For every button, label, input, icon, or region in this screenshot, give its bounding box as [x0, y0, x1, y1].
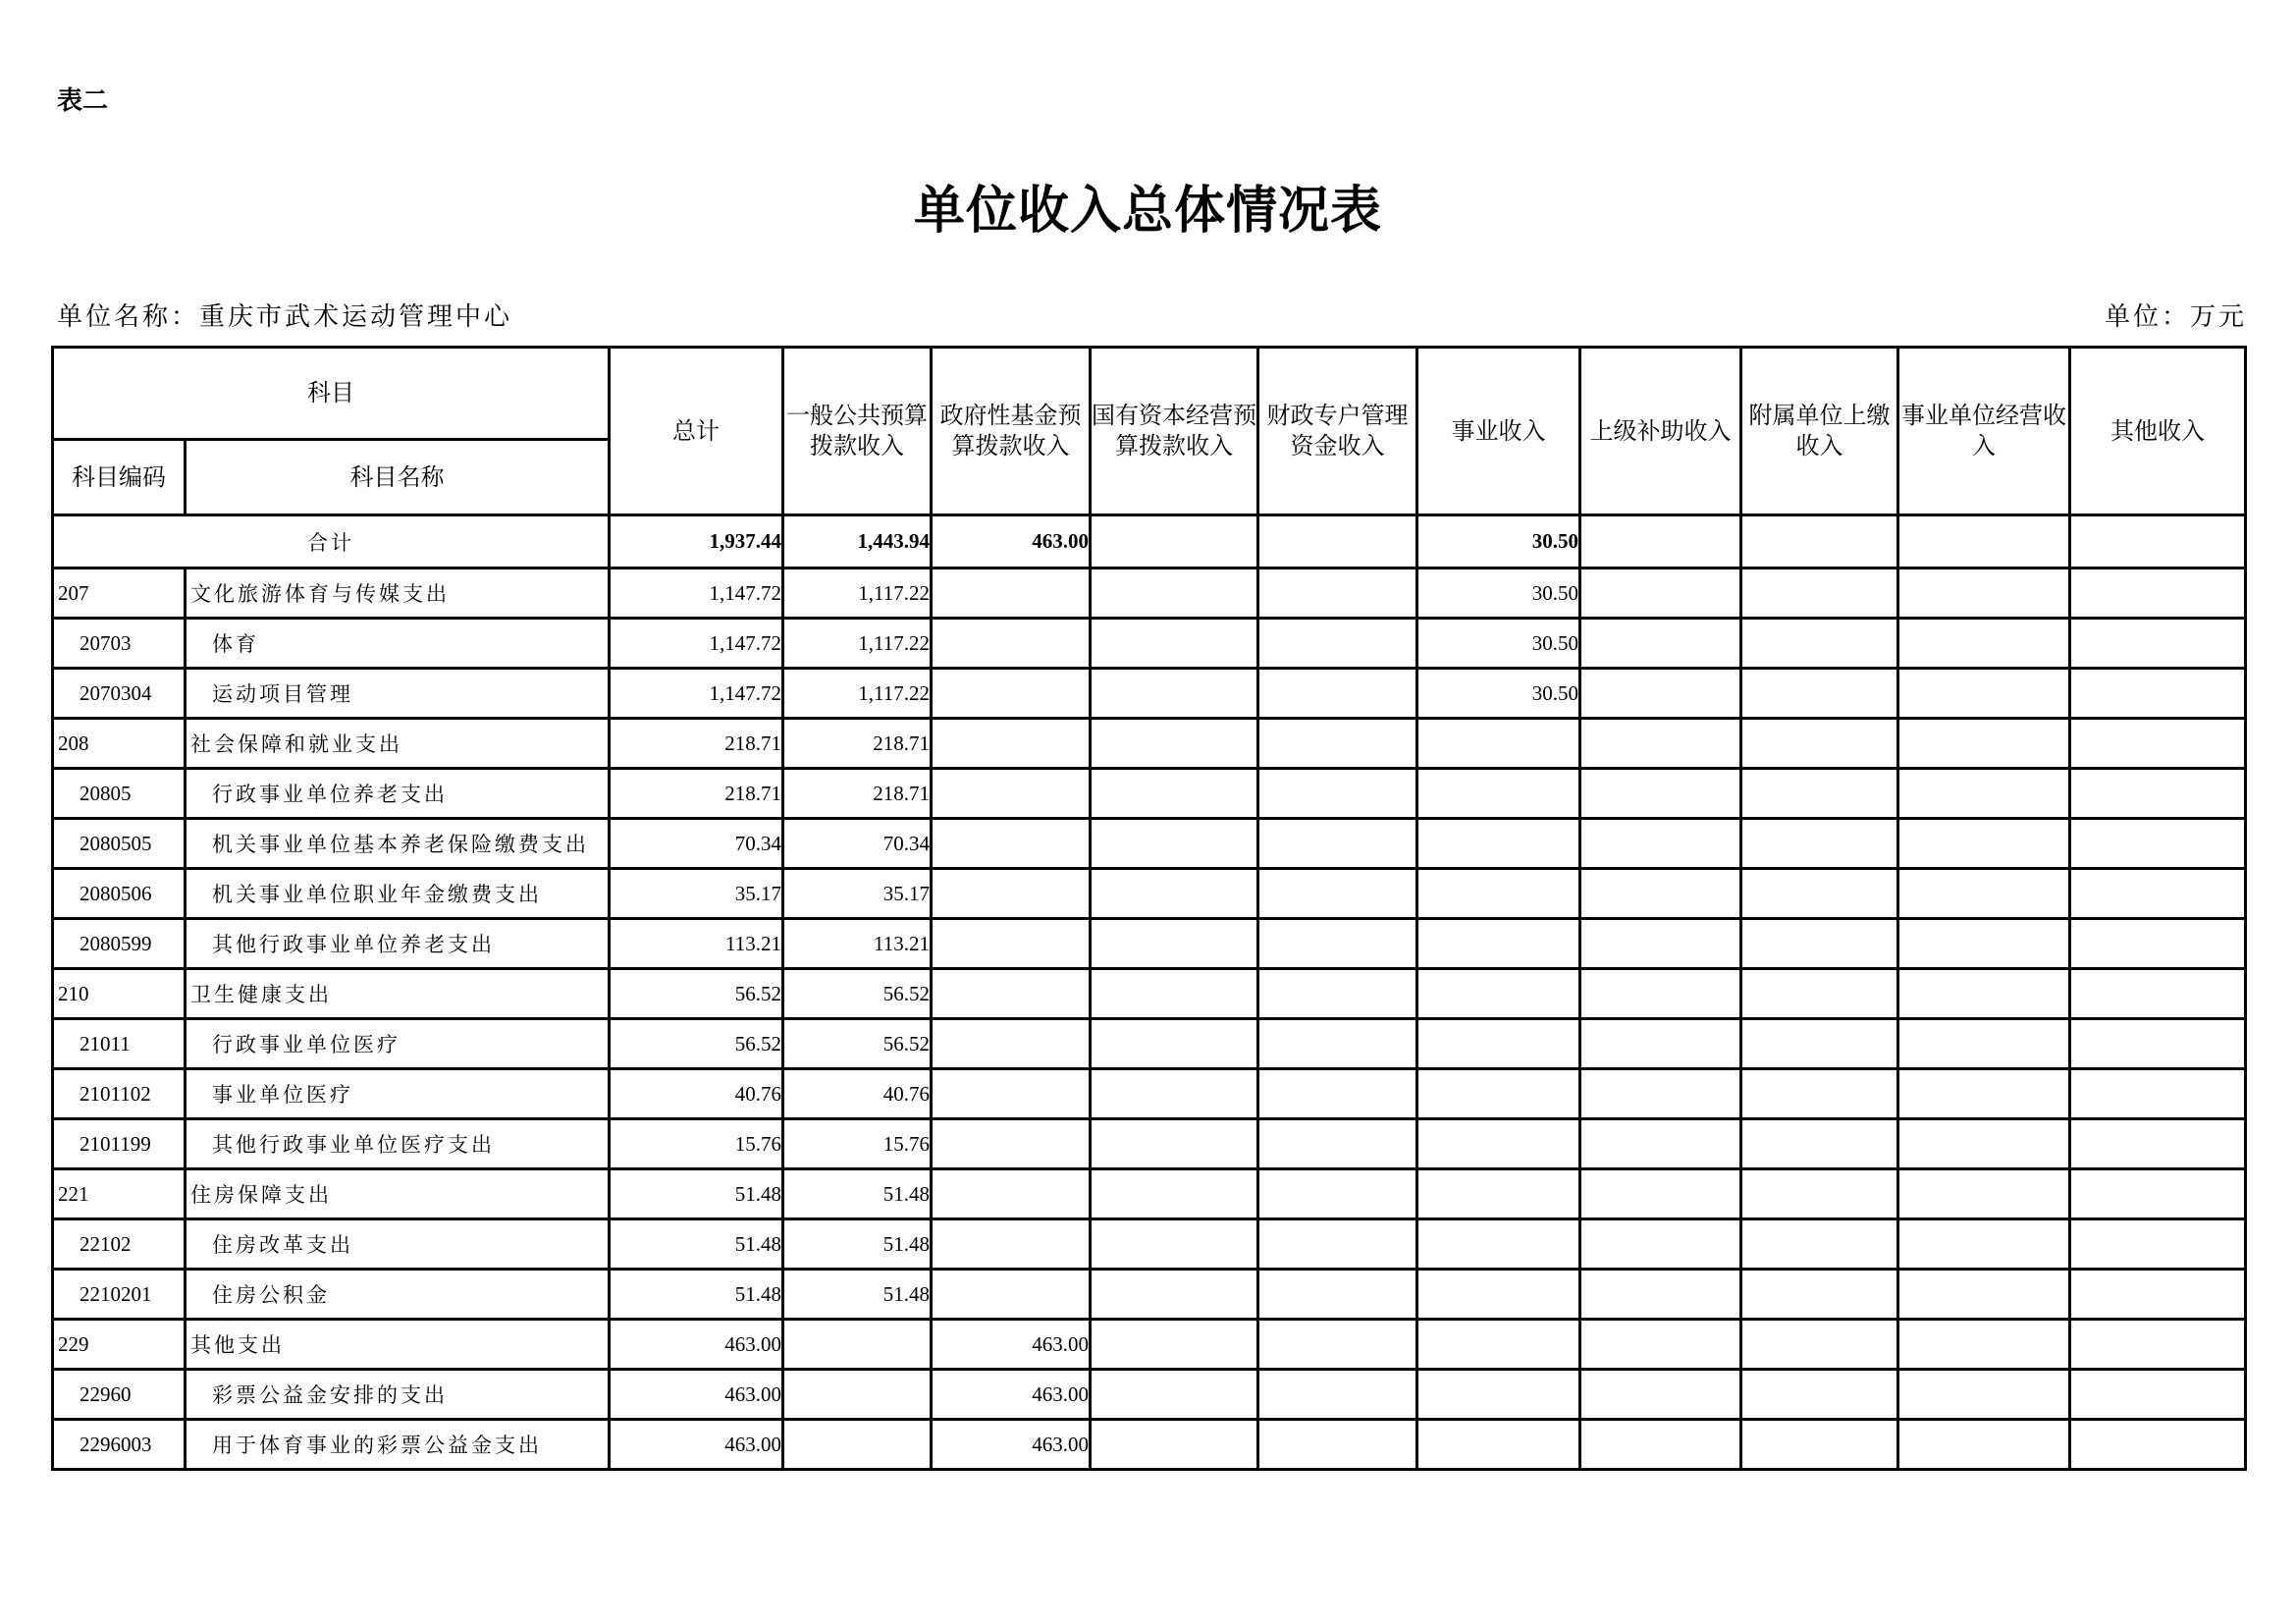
header-subject: 科目: [53, 348, 610, 440]
cell-value: [1898, 619, 2070, 669]
cell-value: [1417, 869, 1580, 919]
subject-name: 运动项目管理: [186, 669, 610, 719]
cell-value: [783, 1320, 932, 1370]
cell-value: [1898, 919, 2070, 969]
cell-value: [783, 1370, 932, 1420]
cell-value: 218.71: [610, 769, 783, 819]
cell-value: [1898, 669, 2070, 719]
cell-value: [2070, 869, 2246, 919]
subject-name: 文化旅游体育与传媒支出: [186, 568, 610, 619]
table-row: [53, 719, 2246, 769]
subject-name: 卫生健康支出: [186, 969, 610, 1019]
cell-value: [2070, 1320, 2246, 1370]
cell-value: [932, 819, 1091, 869]
cell-value: [2070, 1169, 2246, 1219]
cell-value: 35.17: [610, 869, 783, 919]
header-col-5: 事业收入: [1417, 348, 1580, 515]
subject-code: 210: [53, 969, 186, 1019]
cell-value: 51.48: [610, 1270, 783, 1320]
cell-value: [1258, 1420, 1417, 1470]
cell-value: [1091, 1019, 1258, 1069]
cell-value: 56.52: [783, 1019, 932, 1069]
cell-value: [1898, 719, 2070, 769]
cell-value: [1580, 769, 1741, 819]
cell-value: [1091, 568, 1258, 619]
subject-name: 社会保障和就业支出: [186, 719, 610, 769]
header-col-8: 事业单位经营收入: [1898, 348, 2070, 515]
total-value: 463.00: [932, 515, 1091, 568]
subject-code: 2080599: [53, 919, 186, 969]
total-value: [1258, 515, 1417, 568]
cell-value: [1258, 719, 1417, 769]
cell-value: 463.00: [610, 1320, 783, 1370]
cell-value: 51.48: [610, 1169, 783, 1219]
cell-value: [1898, 1169, 2070, 1219]
cell-value: [1417, 719, 1580, 769]
subject-code: 2080505: [53, 819, 186, 869]
cell-value: [2070, 919, 2246, 969]
table-row: [53, 669, 2246, 719]
cell-value: [783, 1420, 932, 1470]
cell-value: [1898, 1320, 2070, 1370]
cell-value: [932, 719, 1091, 769]
header-col-3: 国有资本经营预算拨款收入: [1091, 348, 1258, 515]
cell-value: [1898, 969, 2070, 1019]
cell-value: 15.76: [610, 1119, 783, 1169]
cell-value: [1417, 969, 1580, 1019]
cell-value: [1258, 1320, 1417, 1370]
cell-value: [932, 619, 1091, 669]
cell-value: [1091, 619, 1258, 669]
cell-value: [932, 869, 1091, 919]
subject-code: 2101102: [53, 1069, 186, 1119]
cell-value: [2070, 1270, 2246, 1320]
cell-value: 463.00: [610, 1420, 783, 1470]
cell-value: [932, 1270, 1091, 1320]
cell-value: [1417, 1270, 1580, 1320]
cell-value: 218.71: [783, 769, 932, 819]
cell-value: [1258, 1069, 1417, 1119]
cell-value: [1741, 1219, 1898, 1270]
header-col-1: 一般公共预算拨款收入: [783, 348, 932, 515]
cell-value: 56.52: [783, 969, 932, 1019]
cell-value: [1580, 1370, 1741, 1420]
cell-value: [1741, 819, 1898, 869]
header-col-0: 总计: [610, 348, 783, 515]
cell-value: [1091, 1069, 1258, 1119]
cell-value: [2070, 1370, 2246, 1420]
cell-value: 30.50: [1417, 669, 1580, 719]
subject-code: 21011: [53, 1019, 186, 1069]
cell-value: [1258, 919, 1417, 969]
cell-value: [1741, 1320, 1898, 1370]
subject-name: 行政事业单位医疗: [186, 1019, 610, 1069]
cell-value: [2070, 969, 2246, 1019]
cell-value: [1741, 619, 1898, 669]
cell-value: 70.34: [783, 819, 932, 869]
cell-value: [1258, 819, 1417, 869]
cell-value: [1898, 1270, 2070, 1320]
cell-value: 51.48: [783, 1219, 932, 1270]
table-row: [53, 1069, 2246, 1119]
cell-value: [2070, 1069, 2246, 1119]
cell-value: [1417, 1219, 1580, 1270]
cell-value: [1898, 769, 2070, 819]
total-value: [1898, 515, 2070, 568]
cell-value: [1741, 719, 1898, 769]
cell-value: [1741, 1169, 1898, 1219]
table-row: [53, 919, 2246, 969]
cell-value: [1091, 819, 1258, 869]
header-subject-code: 科目编码: [53, 440, 186, 515]
cell-value: [1898, 1019, 2070, 1069]
cell-value: 51.48: [610, 1219, 783, 1270]
cell-value: [1741, 1019, 1898, 1069]
subject-code: 229: [53, 1320, 186, 1370]
cell-value: 70.34: [610, 819, 783, 869]
table-row: [53, 869, 2246, 919]
unit-name: 单位名称：重庆市武术运动管理中心: [57, 302, 513, 332]
cell-value: [2070, 1119, 2246, 1169]
total-row: [53, 515, 2246, 568]
table-row: [53, 969, 2246, 1019]
cell-value: [1898, 819, 2070, 869]
cell-value: [1898, 1370, 2070, 1420]
cell-value: [1091, 1219, 1258, 1270]
table-row: [53, 568, 2246, 619]
cell-value: [932, 969, 1091, 1019]
cell-value: 51.48: [783, 1169, 932, 1219]
cell-value: [932, 1219, 1091, 1270]
cell-value: 1,117.22: [783, 568, 932, 619]
subject-name: 住房保障支出: [186, 1169, 610, 1219]
total-value: [1091, 515, 1258, 568]
subject-name: 机关事业单位职业年金缴费支出: [186, 869, 610, 919]
cell-value: [1091, 1420, 1258, 1470]
cell-value: [1580, 669, 1741, 719]
cell-value: 30.50: [1417, 568, 1580, 619]
table-row: [53, 1119, 2246, 1169]
subject-code: 20805: [53, 769, 186, 819]
cell-value: 1,117.22: [783, 669, 932, 719]
cell-value: 30.50: [1417, 619, 1580, 669]
page-title: 单位收入总体情况表: [913, 181, 1382, 241]
cell-value: [2070, 819, 2246, 869]
cell-value: 40.76: [783, 1069, 932, 1119]
cell-value: [1580, 1420, 1741, 1470]
cell-value: [1417, 1019, 1580, 1069]
cell-value: [1258, 619, 1417, 669]
cell-value: [1091, 769, 1258, 819]
cell-value: 463.00: [932, 1420, 1091, 1470]
cell-value: 1,147.72: [610, 669, 783, 719]
cell-value: [1741, 1069, 1898, 1119]
cell-value: [1898, 568, 2070, 619]
cell-value: [1258, 1219, 1417, 1270]
cell-value: 35.17: [783, 869, 932, 919]
cell-value: 1,117.22: [783, 619, 932, 669]
subject-name: 其他行政事业单位医疗支出: [186, 1119, 610, 1169]
table-row: [53, 1320, 2246, 1370]
cell-value: [2070, 1420, 2246, 1470]
cell-value: [1091, 669, 1258, 719]
cell-value: [1580, 1320, 1741, 1370]
cell-value: [1580, 869, 1741, 919]
cell-value: [1580, 1169, 1741, 1219]
subject-name: 机关事业单位基本养老保险缴费支出: [186, 819, 610, 869]
cell-value: [2070, 769, 2246, 819]
cell-value: [1741, 1270, 1898, 1320]
subject-name: 体育: [186, 619, 610, 669]
cell-value: [1091, 969, 1258, 1019]
cell-value: [1580, 719, 1741, 769]
header-col-4: 财政专户管理资金收入: [1258, 348, 1417, 515]
table-row: [53, 1019, 2246, 1069]
cell-value: [932, 568, 1091, 619]
table-row: [53, 1420, 2246, 1470]
total-value: [1580, 515, 1741, 568]
subject-code: 2296003: [53, 1420, 186, 1470]
header-col-2: 政府性基金预算拨款收入: [932, 348, 1091, 515]
cell-value: [932, 1119, 1091, 1169]
total-value: 30.50: [1417, 515, 1580, 568]
cell-value: [1580, 919, 1741, 969]
cell-value: [1898, 1119, 2070, 1169]
cell-value: [1417, 1370, 1580, 1420]
subject-code: 2080506: [53, 869, 186, 919]
cell-value: [1258, 1270, 1417, 1320]
header-col-9: 其他收入: [2070, 348, 2246, 515]
cell-value: [932, 1019, 1091, 1069]
cell-value: [1580, 1069, 1741, 1119]
cell-value: [1258, 869, 1417, 919]
cell-value: [2070, 619, 2246, 669]
cell-value: [932, 769, 1091, 819]
cell-value: [1580, 568, 1741, 619]
cell-value: 218.71: [610, 719, 783, 769]
cell-value: [1091, 1270, 1258, 1320]
cell-value: [1741, 919, 1898, 969]
table-row: [53, 1169, 2246, 1219]
header-col-6: 上级补助收入: [1580, 348, 1741, 515]
subject-code: 207: [53, 568, 186, 619]
cell-value: [1258, 568, 1417, 619]
cell-value: [1580, 1270, 1741, 1320]
cell-value: [932, 669, 1091, 719]
cell-value: 463.00: [932, 1320, 1091, 1370]
header-subject-name: 科目名称: [186, 440, 610, 515]
total-label: 合计: [53, 515, 610, 568]
subject-code: 208: [53, 719, 186, 769]
unit-label: 单位：万元: [2104, 302, 2247, 332]
cell-value: [1741, 1119, 1898, 1169]
cell-value: 40.76: [610, 1069, 783, 1119]
subject-code: 22960: [53, 1370, 186, 1420]
cell-value: [1741, 769, 1898, 819]
cell-value: [1898, 1069, 2070, 1119]
subject-code: 20703: [53, 619, 186, 669]
total-value: 1,937.44: [610, 515, 783, 568]
cell-value: [1741, 669, 1898, 719]
subject-name: 住房改革支出: [186, 1219, 610, 1270]
cell-value: [1580, 819, 1741, 869]
cell-value: 1,147.72: [610, 568, 783, 619]
total-value: [1741, 515, 1898, 568]
table-number: 表二: [57, 86, 109, 116]
table-row: [53, 819, 2246, 869]
cell-value: [1091, 1320, 1258, 1370]
cell-value: [1417, 919, 1580, 969]
cell-value: 56.52: [610, 969, 783, 1019]
cell-value: [1417, 819, 1580, 869]
cell-value: [1258, 1119, 1417, 1169]
table-row: [53, 1270, 2246, 1320]
subject-name: 其他支出: [186, 1320, 610, 1370]
subject-name: 事业单位医疗: [186, 1069, 610, 1119]
cell-value: [1741, 568, 1898, 619]
cell-value: [2070, 1019, 2246, 1069]
subject-name: 彩票公益金安排的支出: [186, 1370, 610, 1420]
subject-name: 其他行政事业单位养老支出: [186, 919, 610, 969]
cell-value: [932, 1169, 1091, 1219]
cell-value: [1091, 869, 1258, 919]
cell-value: [1417, 1320, 1580, 1370]
cell-value: [1258, 969, 1417, 1019]
cell-value: 113.21: [610, 919, 783, 969]
subject-name: 住房公积金: [186, 1270, 610, 1320]
table-row: [53, 619, 2246, 669]
subject-code: 221: [53, 1169, 186, 1219]
subject-name: 行政事业单位养老支出: [186, 769, 610, 819]
cell-value: [1417, 769, 1580, 819]
cell-value: [2070, 1219, 2246, 1270]
cell-value: [1258, 669, 1417, 719]
cell-value: [2070, 568, 2246, 619]
cell-value: [1091, 1169, 1258, 1219]
cell-value: [1258, 1169, 1417, 1219]
cell-value: [1417, 1069, 1580, 1119]
cell-value: [1417, 1169, 1580, 1219]
subject-code: 22102: [53, 1219, 186, 1270]
cell-value: [1258, 1370, 1417, 1420]
cell-value: [1741, 969, 1898, 1019]
cell-value: [1580, 969, 1741, 1019]
cell-value: 15.76: [783, 1119, 932, 1169]
cell-value: [932, 919, 1091, 969]
income-table: [51, 346, 2247, 1471]
cell-value: 113.21: [783, 919, 932, 969]
cell-value: 463.00: [610, 1370, 783, 1420]
subject-name: 用于体育事业的彩票公益金支出: [186, 1420, 610, 1470]
cell-value: [1580, 619, 1741, 669]
cell-value: 218.71: [783, 719, 932, 769]
total-value: [2070, 515, 2246, 568]
cell-value: [1580, 1019, 1741, 1069]
table-row: [53, 1370, 2246, 1420]
cell-value: [1580, 1119, 1741, 1169]
cell-value: [1091, 1370, 1258, 1420]
cell-value: [1898, 1420, 2070, 1470]
cell-value: 1,147.72: [610, 619, 783, 669]
table-row: [53, 769, 2246, 819]
cell-value: [1417, 1420, 1580, 1470]
cell-value: 56.52: [610, 1019, 783, 1069]
cell-value: [1741, 869, 1898, 919]
cell-value: 51.48: [783, 1270, 932, 1320]
cell-value: 463.00: [932, 1370, 1091, 1420]
cell-value: [1258, 1019, 1417, 1069]
cell-value: [1417, 1119, 1580, 1169]
cell-value: [1898, 1219, 2070, 1270]
cell-value: [1741, 1370, 1898, 1420]
cell-value: [932, 1069, 1091, 1119]
cell-value: [1741, 1420, 1898, 1470]
total-value: 1,443.94: [783, 515, 932, 568]
cell-value: [1258, 769, 1417, 819]
subject-code: 2101199: [53, 1119, 186, 1169]
header-col-7: 附属单位上缴收入: [1741, 348, 1898, 515]
cell-value: [2070, 669, 2246, 719]
cell-value: [1091, 919, 1258, 969]
cell-value: [2070, 719, 2246, 769]
cell-value: [1580, 1219, 1741, 1270]
table-row: [53, 1219, 2246, 1270]
cell-value: [1091, 1119, 1258, 1169]
subject-code: 2210201: [53, 1270, 186, 1320]
cell-value: [1091, 719, 1258, 769]
cell-value: [1898, 869, 2070, 919]
subject-code: 2070304: [53, 669, 186, 719]
